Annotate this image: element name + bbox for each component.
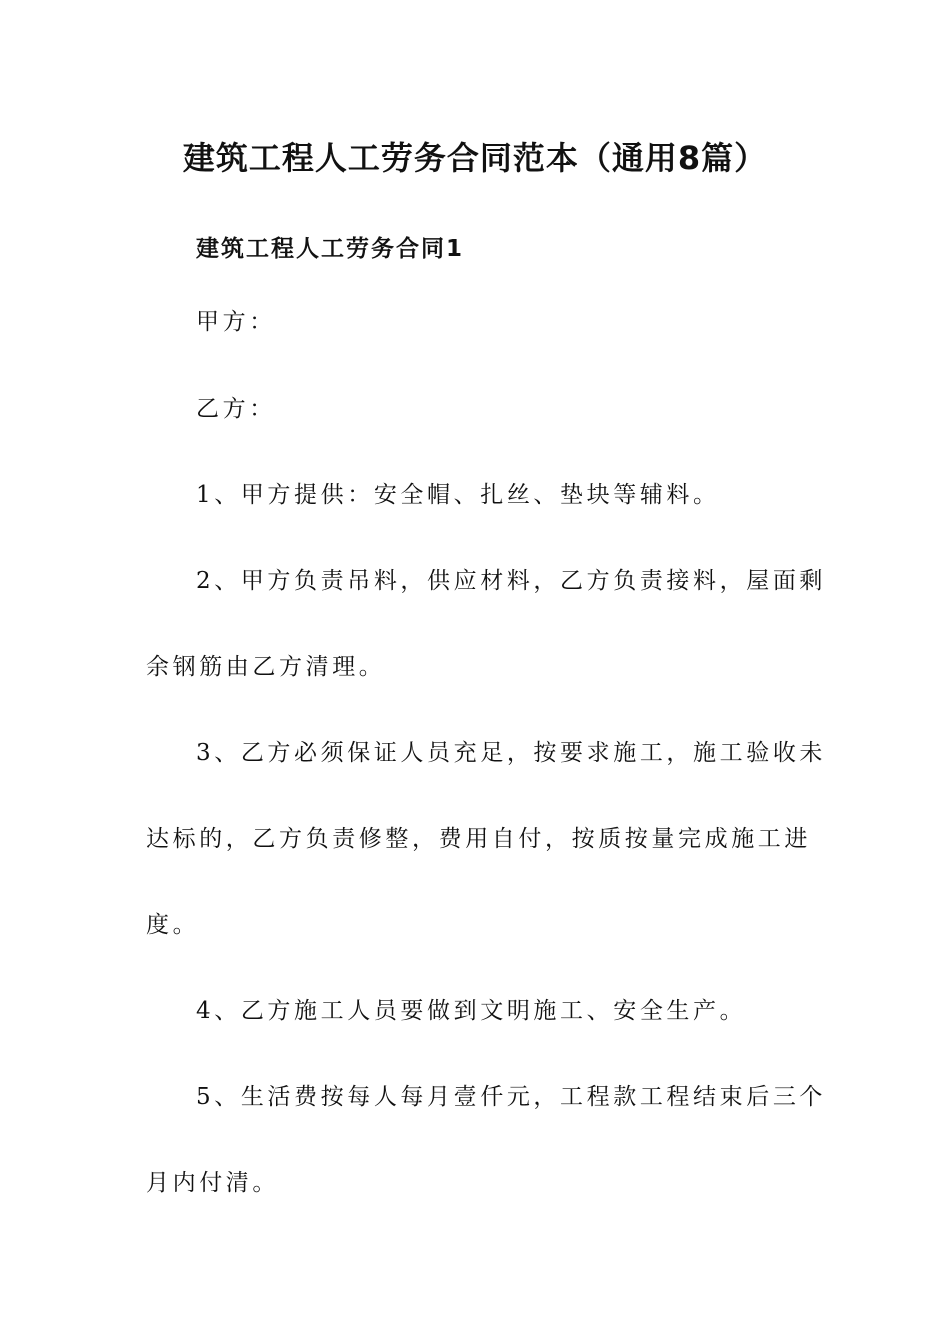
clause-5-line-1: 5、生活费按每人每月壹仟元，工程款工程结束后三个 xyxy=(196,1084,827,1110)
section-title: 建筑工程人工劳务合同1 xyxy=(196,236,465,262)
clause-3-line-3: 度。 xyxy=(146,912,200,938)
party-a-line: 甲方： xyxy=(196,309,276,335)
party-b-line: 乙方： xyxy=(196,396,276,422)
clause-1-line-1: 1、甲方提供：安全帽、扎丝、垫块等辅料。 xyxy=(196,482,720,508)
clause-3-line-2: 达标的，乙方负责修整，费用自付，按质按量完成施工进 xyxy=(146,826,811,852)
clause-2-line-1: 2、甲方负责吊料，供应材料，乙方负责接料，屋面剩 xyxy=(196,568,827,594)
clause-2-line-2: 余钢筋由乙方清理。 xyxy=(146,654,386,680)
document-title: 建筑工程人工劳务合同范本（通用8篇） xyxy=(182,139,768,177)
clause-5-line-2: 月内付清。 xyxy=(146,1170,279,1196)
clause-3-line-1: 3、乙方必须保证人员充足，按要求施工，施工验收未 xyxy=(196,740,827,766)
clause-4-line-1: 4、乙方施工人员要做到文明施工、安全生产。 xyxy=(196,998,747,1024)
